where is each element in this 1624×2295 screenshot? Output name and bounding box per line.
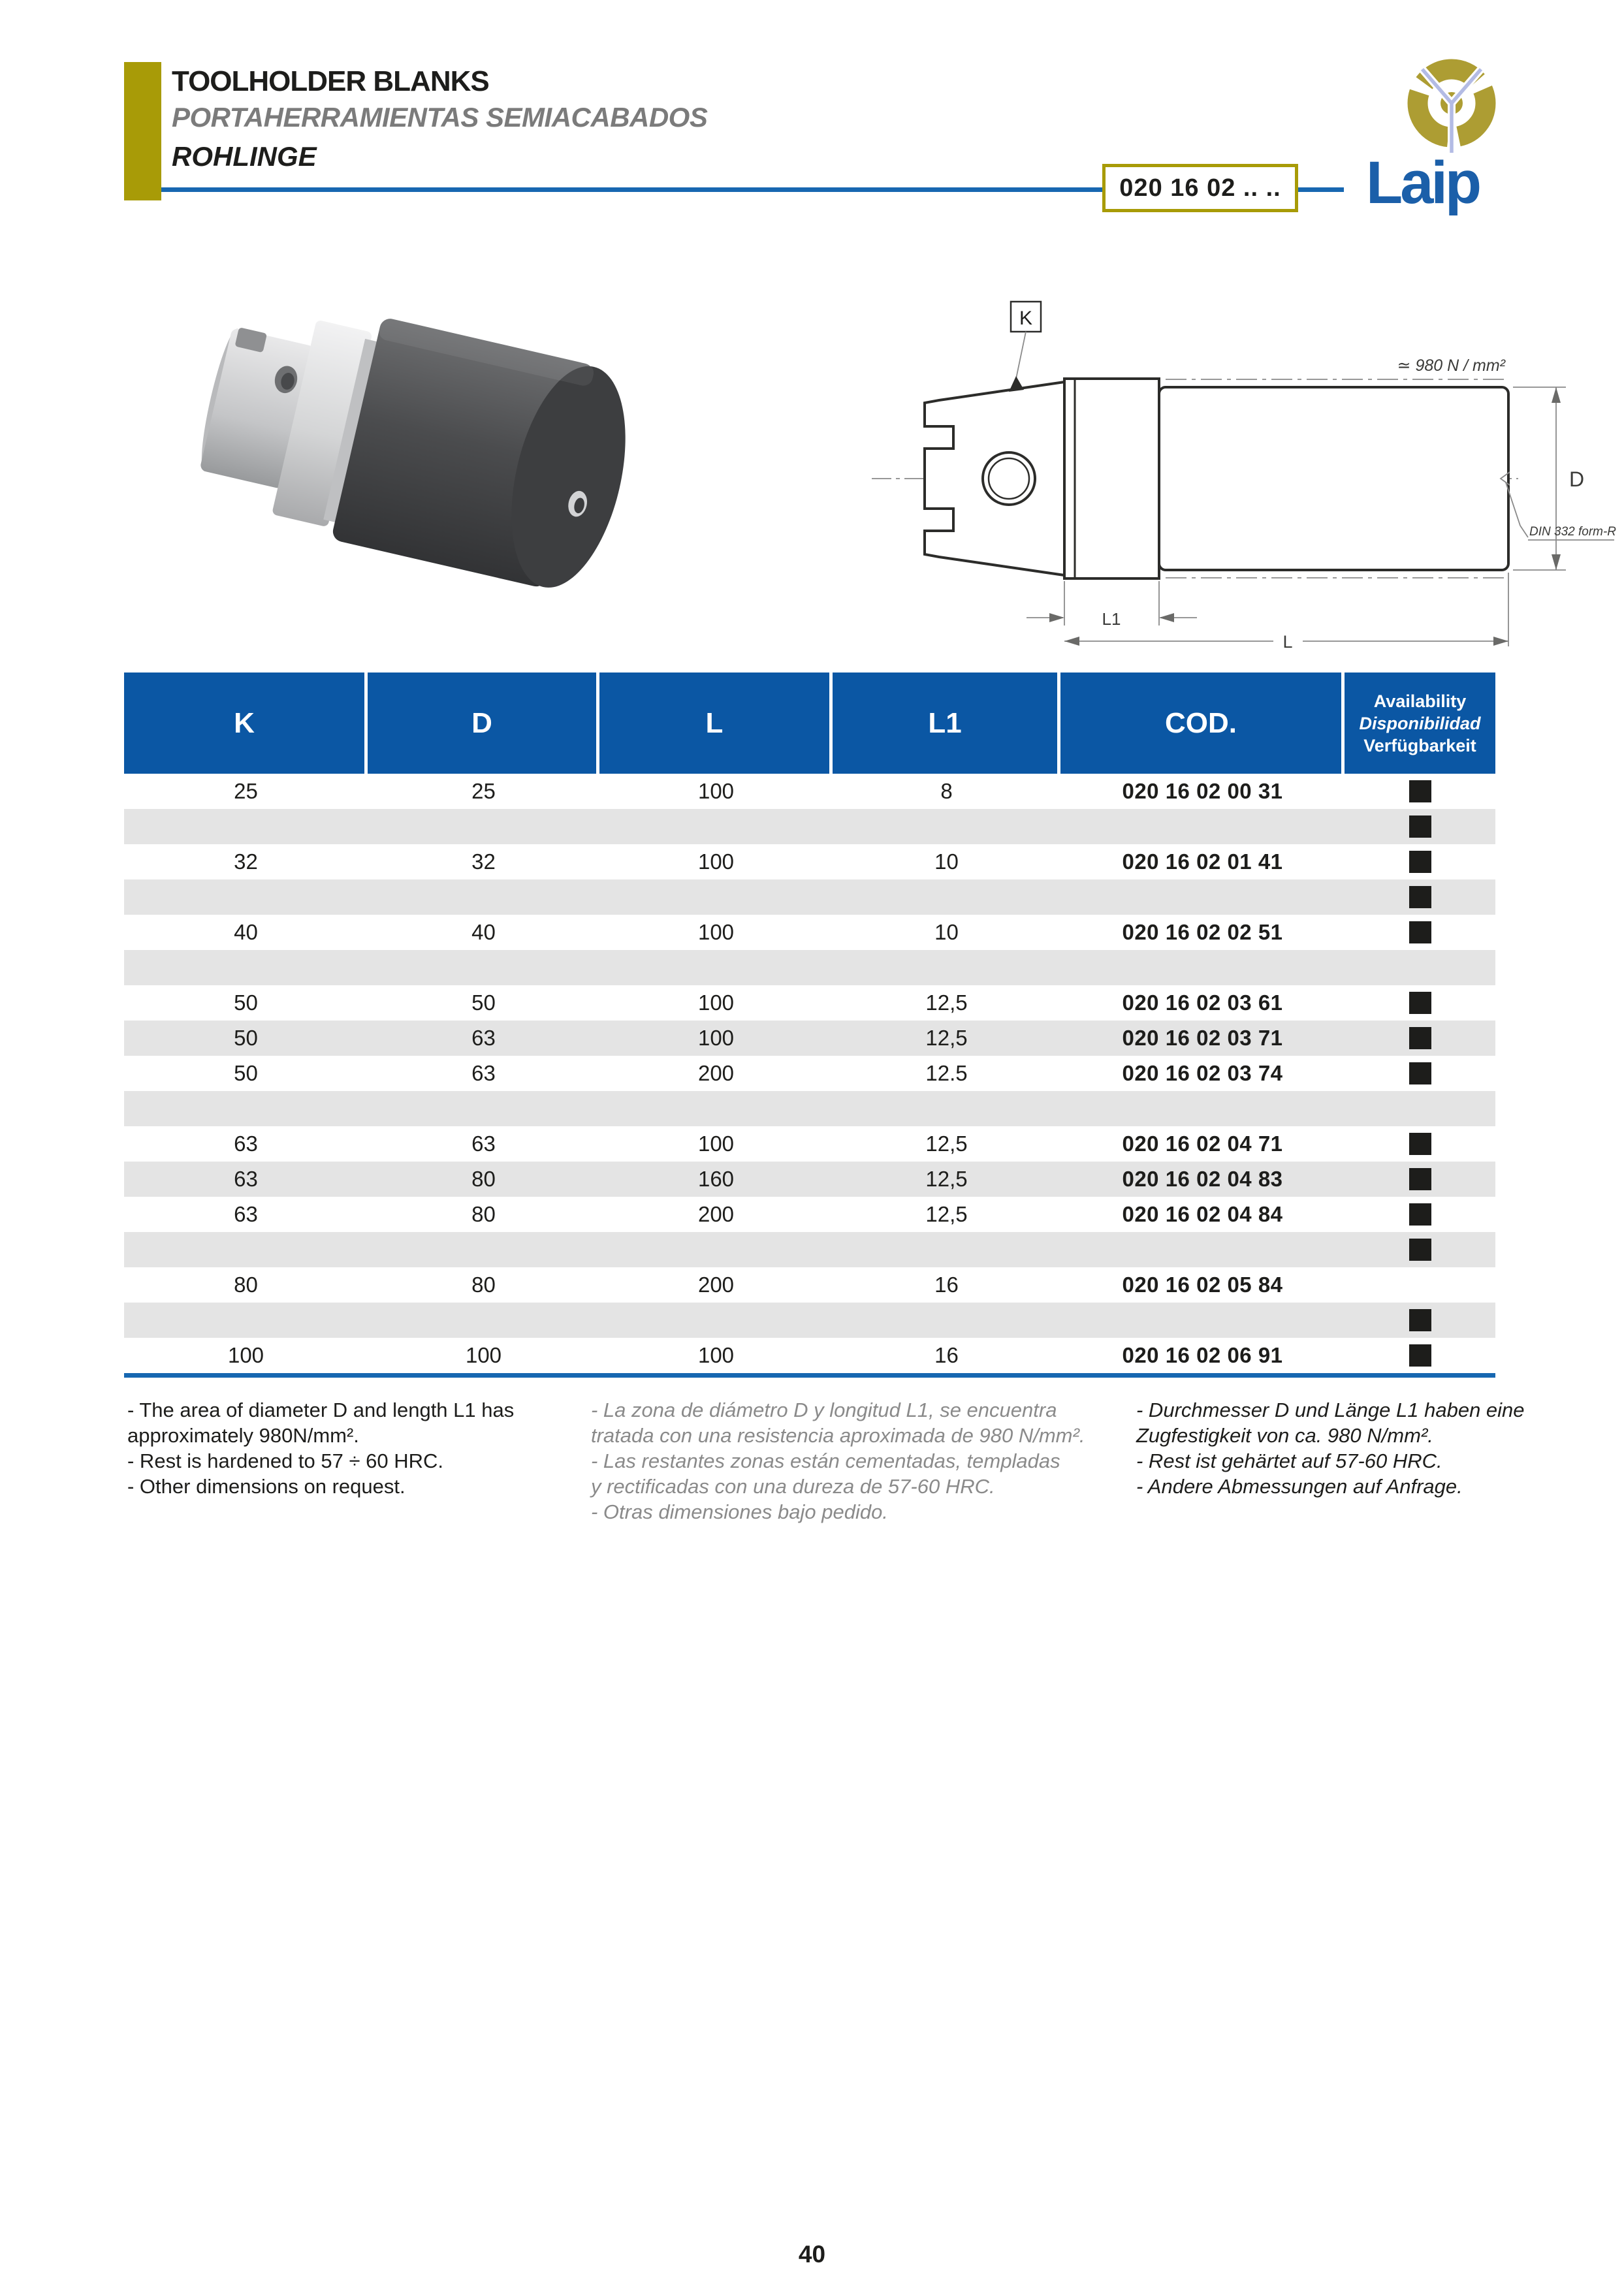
cell-availability [1345, 985, 1495, 1021]
cell-availability [1345, 950, 1495, 985]
cell-cod [1060, 879, 1345, 915]
availability-header-es: Disponibilidad [1359, 713, 1481, 733]
cell-k: 50 [234, 990, 258, 1015]
table-row [124, 879, 1495, 915]
cell-l1 [833, 809, 1060, 844]
cell-d: 63 [471, 1026, 496, 1050]
cell-l1 [833, 1232, 1060, 1267]
cell-d [368, 879, 599, 915]
drive-hole-icon [983, 452, 1035, 505]
cell-l: 100 [697, 990, 735, 1015]
cell-availability [1345, 809, 1495, 844]
cell-l [599, 950, 833, 985]
availability-square-icon [1409, 1133, 1431, 1155]
availability-square-icon [1409, 815, 1431, 838]
cell-k [124, 950, 368, 985]
cell-l [599, 1303, 833, 1338]
cell-availability [1345, 1091, 1495, 1126]
cell-l [599, 879, 833, 915]
product-code-box: 020 16 02 .. .. [1102, 164, 1298, 212]
cell-cod [1060, 1232, 1345, 1267]
cell-d: 63 [471, 1132, 496, 1156]
cell-l: 100 [697, 779, 735, 803]
cell-k: 100 [227, 1343, 264, 1367]
cell-d: 80 [471, 1273, 496, 1297]
cell-k: 32 [234, 849, 258, 874]
table-row [124, 844, 1495, 879]
footnote-line: - Durchmesser D und Länge L1 haben eine [1136, 1399, 1525, 1421]
footnote-line: - Rest ist gehärtet auf 57-60 HRC. [1136, 1449, 1442, 1472]
table-bottom-rule [124, 1373, 1495, 1378]
page-subtitle-german: ROHLINGE [172, 141, 317, 172]
cell-d [368, 1091, 599, 1126]
cell-k [124, 1303, 368, 1338]
cell-l1: 12.5 [925, 1061, 968, 1085]
table-row [124, 1232, 1495, 1267]
cell-availability [1345, 844, 1495, 879]
cell-availability [1345, 1021, 1495, 1056]
table-row [124, 1267, 1495, 1303]
cell-availability [1345, 1126, 1495, 1162]
cell-l1: 12,5 [925, 1202, 968, 1226]
cell-k: 63 [234, 1202, 258, 1226]
page-subtitle-spanish: PORTAHERRAMIENTAS SEMIACABADOS [172, 102, 708, 133]
body-outline-icon [1159, 387, 1508, 570]
cell-cod [1060, 1091, 1345, 1126]
length1-label: L1 [1102, 609, 1121, 629]
cell-availability [1345, 1056, 1495, 1091]
cell-l [599, 809, 833, 844]
footnote-line: - Andere Abmessungen auf Anfrage. [1136, 1475, 1463, 1498]
cell-l [599, 1232, 833, 1267]
availability-header-de: Verfügbarkeit [1363, 735, 1476, 755]
technical-drawing [862, 281, 1619, 653]
footnote-line: y rectificadas con una dureza de 57-60 HRC. [591, 1475, 995, 1498]
cell-availability [1345, 1267, 1495, 1303]
footnote-line: - Rest is hardened to 57 ÷ 60 HRC. [127, 1449, 443, 1472]
table-row [124, 1021, 1495, 1056]
availability-square-icon [1409, 780, 1431, 802]
footnote-line: - Other dimensions on request. [127, 1475, 406, 1498]
cell-l: 100 [697, 849, 735, 874]
cell-l1 [833, 879, 1060, 915]
dimensions-table [124, 673, 1495, 1373]
cell-l: 160 [697, 1167, 735, 1191]
cell-availability [1345, 1197, 1495, 1232]
cell-d: 100 [465, 1343, 502, 1367]
cell-availability [1345, 1232, 1495, 1267]
availability-square-icon [1409, 1027, 1431, 1049]
table-row [124, 809, 1495, 844]
cell-cod: 020 16 02 06 91 [1122, 1343, 1283, 1367]
cell-l1: 12,5 [925, 1026, 968, 1050]
cell-l1: 12,5 [925, 990, 968, 1015]
availability-square-icon [1409, 851, 1431, 873]
cell-cod [1060, 1303, 1345, 1338]
table-row [124, 1197, 1495, 1232]
footnote-line: approximately 980N/mm². [127, 1424, 359, 1447]
cell-k [124, 809, 368, 844]
cell-l1: 16 [934, 1273, 959, 1297]
cell-d [368, 1232, 599, 1267]
cell-d: 80 [471, 1202, 496, 1226]
table-row [124, 950, 1495, 985]
cell-cod: 020 16 02 03 61 [1122, 990, 1283, 1015]
table-header-row [124, 673, 1495, 774]
table-row [124, 1056, 1495, 1091]
cell-d [368, 809, 599, 844]
cell-k: 50 [234, 1026, 258, 1050]
page-title: TOOLHOLDER BLANKS [172, 65, 489, 97]
strength-note: ≃ 980 N / mm² [1397, 356, 1505, 375]
column-header-availability [1345, 673, 1495, 774]
gold-accent-bar [124, 62, 161, 200]
cell-l: 100 [697, 1132, 735, 1156]
table-row [124, 985, 1495, 1021]
cell-d: 32 [471, 849, 496, 874]
cell-d: 80 [471, 1167, 496, 1191]
cell-l: 100 [697, 1026, 735, 1050]
footnote-german [1136, 1397, 1613, 1499]
footnote-line: - Otras dimensiones bajo pedido. [591, 1500, 888, 1523]
cell-l [599, 1091, 833, 1126]
diameter-label: D [1569, 467, 1585, 491]
cell-cod: 020 16 02 04 71 [1122, 1132, 1283, 1156]
cell-availability [1345, 1303, 1495, 1338]
cell-l1: 16 [934, 1343, 959, 1367]
table-row [124, 1303, 1495, 1338]
cell-l1: 12,5 [925, 1132, 968, 1156]
cell-k [124, 879, 368, 915]
cell-k: 63 [234, 1132, 258, 1156]
table-row [124, 774, 1495, 809]
cell-cod: 020 16 02 04 83 [1122, 1167, 1283, 1191]
cell-k: 50 [234, 1061, 258, 1085]
table-row [124, 1126, 1495, 1162]
table-row [124, 1338, 1495, 1373]
cell-l: 100 [697, 1343, 735, 1367]
column-header-d: D [368, 673, 599, 774]
cell-d: 25 [471, 779, 496, 803]
availability-square-icon [1409, 921, 1431, 943]
footnote-line: - La zona de diámetro D y longitud L1, se encuentra [591, 1399, 1057, 1421]
availability-square-icon [1409, 1239, 1431, 1261]
cell-cod: 020 16 02 03 71 [1122, 1026, 1283, 1050]
cell-l1 [833, 1091, 1060, 1126]
cell-cod: 020 16 02 02 51 [1122, 920, 1283, 944]
column-header-k: K [124, 673, 368, 774]
cell-d [368, 1303, 599, 1338]
footnote-english [127, 1397, 571, 1499]
availability-square-icon [1409, 1203, 1431, 1226]
column-header-l: L [599, 673, 833, 774]
cell-l1 [833, 950, 1060, 985]
availability-square-icon [1409, 886, 1431, 908]
cell-cod: 020 16 02 01 41 [1122, 849, 1283, 874]
availability-square-icon [1409, 1062, 1431, 1084]
cell-l1: 10 [934, 849, 959, 874]
laip-logo-icon [1396, 54, 1507, 158]
cell-k [124, 1232, 368, 1267]
cell-l1: 8 [940, 779, 953, 803]
cell-cod [1060, 950, 1345, 985]
cell-k: 80 [234, 1273, 258, 1297]
footnote-line: Zugfestigkeit von ca. 980 N/mm². [1136, 1424, 1433, 1447]
cell-l1: 10 [934, 920, 959, 944]
column-header-cod: COD. [1060, 673, 1345, 774]
cell-l: 200 [697, 1061, 735, 1085]
footnote-spanish [591, 1397, 1100, 1525]
cell-l: 100 [697, 920, 735, 944]
datum-triangle-icon [1009, 376, 1024, 392]
cell-availability [1345, 774, 1495, 809]
cell-l1: 12,5 [925, 1167, 968, 1191]
cell-l1 [833, 1303, 1060, 1338]
availability-header-en: Availability [1373, 691, 1467, 711]
cell-availability [1345, 1162, 1495, 1197]
table-row [124, 1091, 1495, 1126]
cell-availability [1345, 915, 1495, 950]
cell-k [124, 1091, 368, 1126]
cell-cod [1060, 809, 1345, 844]
footnote-line: tratada con una resistencia aproximada de 980 N/mm². [591, 1424, 1085, 1447]
cell-cod: 020 16 02 04 84 [1122, 1202, 1283, 1226]
cell-d [368, 950, 599, 985]
flange-outline-icon [1064, 379, 1159, 578]
product-photo [167, 277, 695, 630]
cell-cod: 020 16 02 00 31 [1122, 779, 1283, 803]
table-row [124, 1162, 1495, 1197]
footnote-line: - Las restantes zonas están cementadas, templadas [591, 1449, 1060, 1472]
table-row [124, 915, 1495, 950]
availability-square-icon [1409, 1309, 1431, 1331]
cell-k: 63 [234, 1167, 258, 1191]
availability-square-icon [1409, 992, 1431, 1014]
cell-availability [1345, 1338, 1495, 1373]
footnote-line: - The area of diameter D and length L1 has [127, 1399, 515, 1421]
cell-cod: 020 16 02 05 84 [1122, 1273, 1283, 1297]
cell-k: 40 [234, 920, 258, 944]
length-label: L [1282, 632, 1293, 652]
cell-availability [1345, 879, 1495, 915]
cell-l: 200 [697, 1202, 735, 1226]
availability-square-icon [1409, 1344, 1431, 1367]
cell-l: 200 [697, 1273, 735, 1297]
cell-d: 50 [471, 990, 496, 1015]
availability-square-icon [1409, 1168, 1431, 1190]
cell-d: 40 [471, 920, 496, 944]
datum-k-label: K [1019, 308, 1033, 329]
column-header-l1: L1 [833, 673, 1060, 774]
brand-name: Laip [1366, 150, 1480, 216]
cell-d: 63 [471, 1061, 496, 1085]
cell-k: 25 [234, 779, 258, 803]
cell-cod: 020 16 02 03 74 [1122, 1061, 1283, 1085]
page-number: 40 [798, 2241, 826, 2268]
table-body [124, 774, 1495, 1373]
center-hole-note: DIN 332 form-R [1529, 525, 1617, 539]
